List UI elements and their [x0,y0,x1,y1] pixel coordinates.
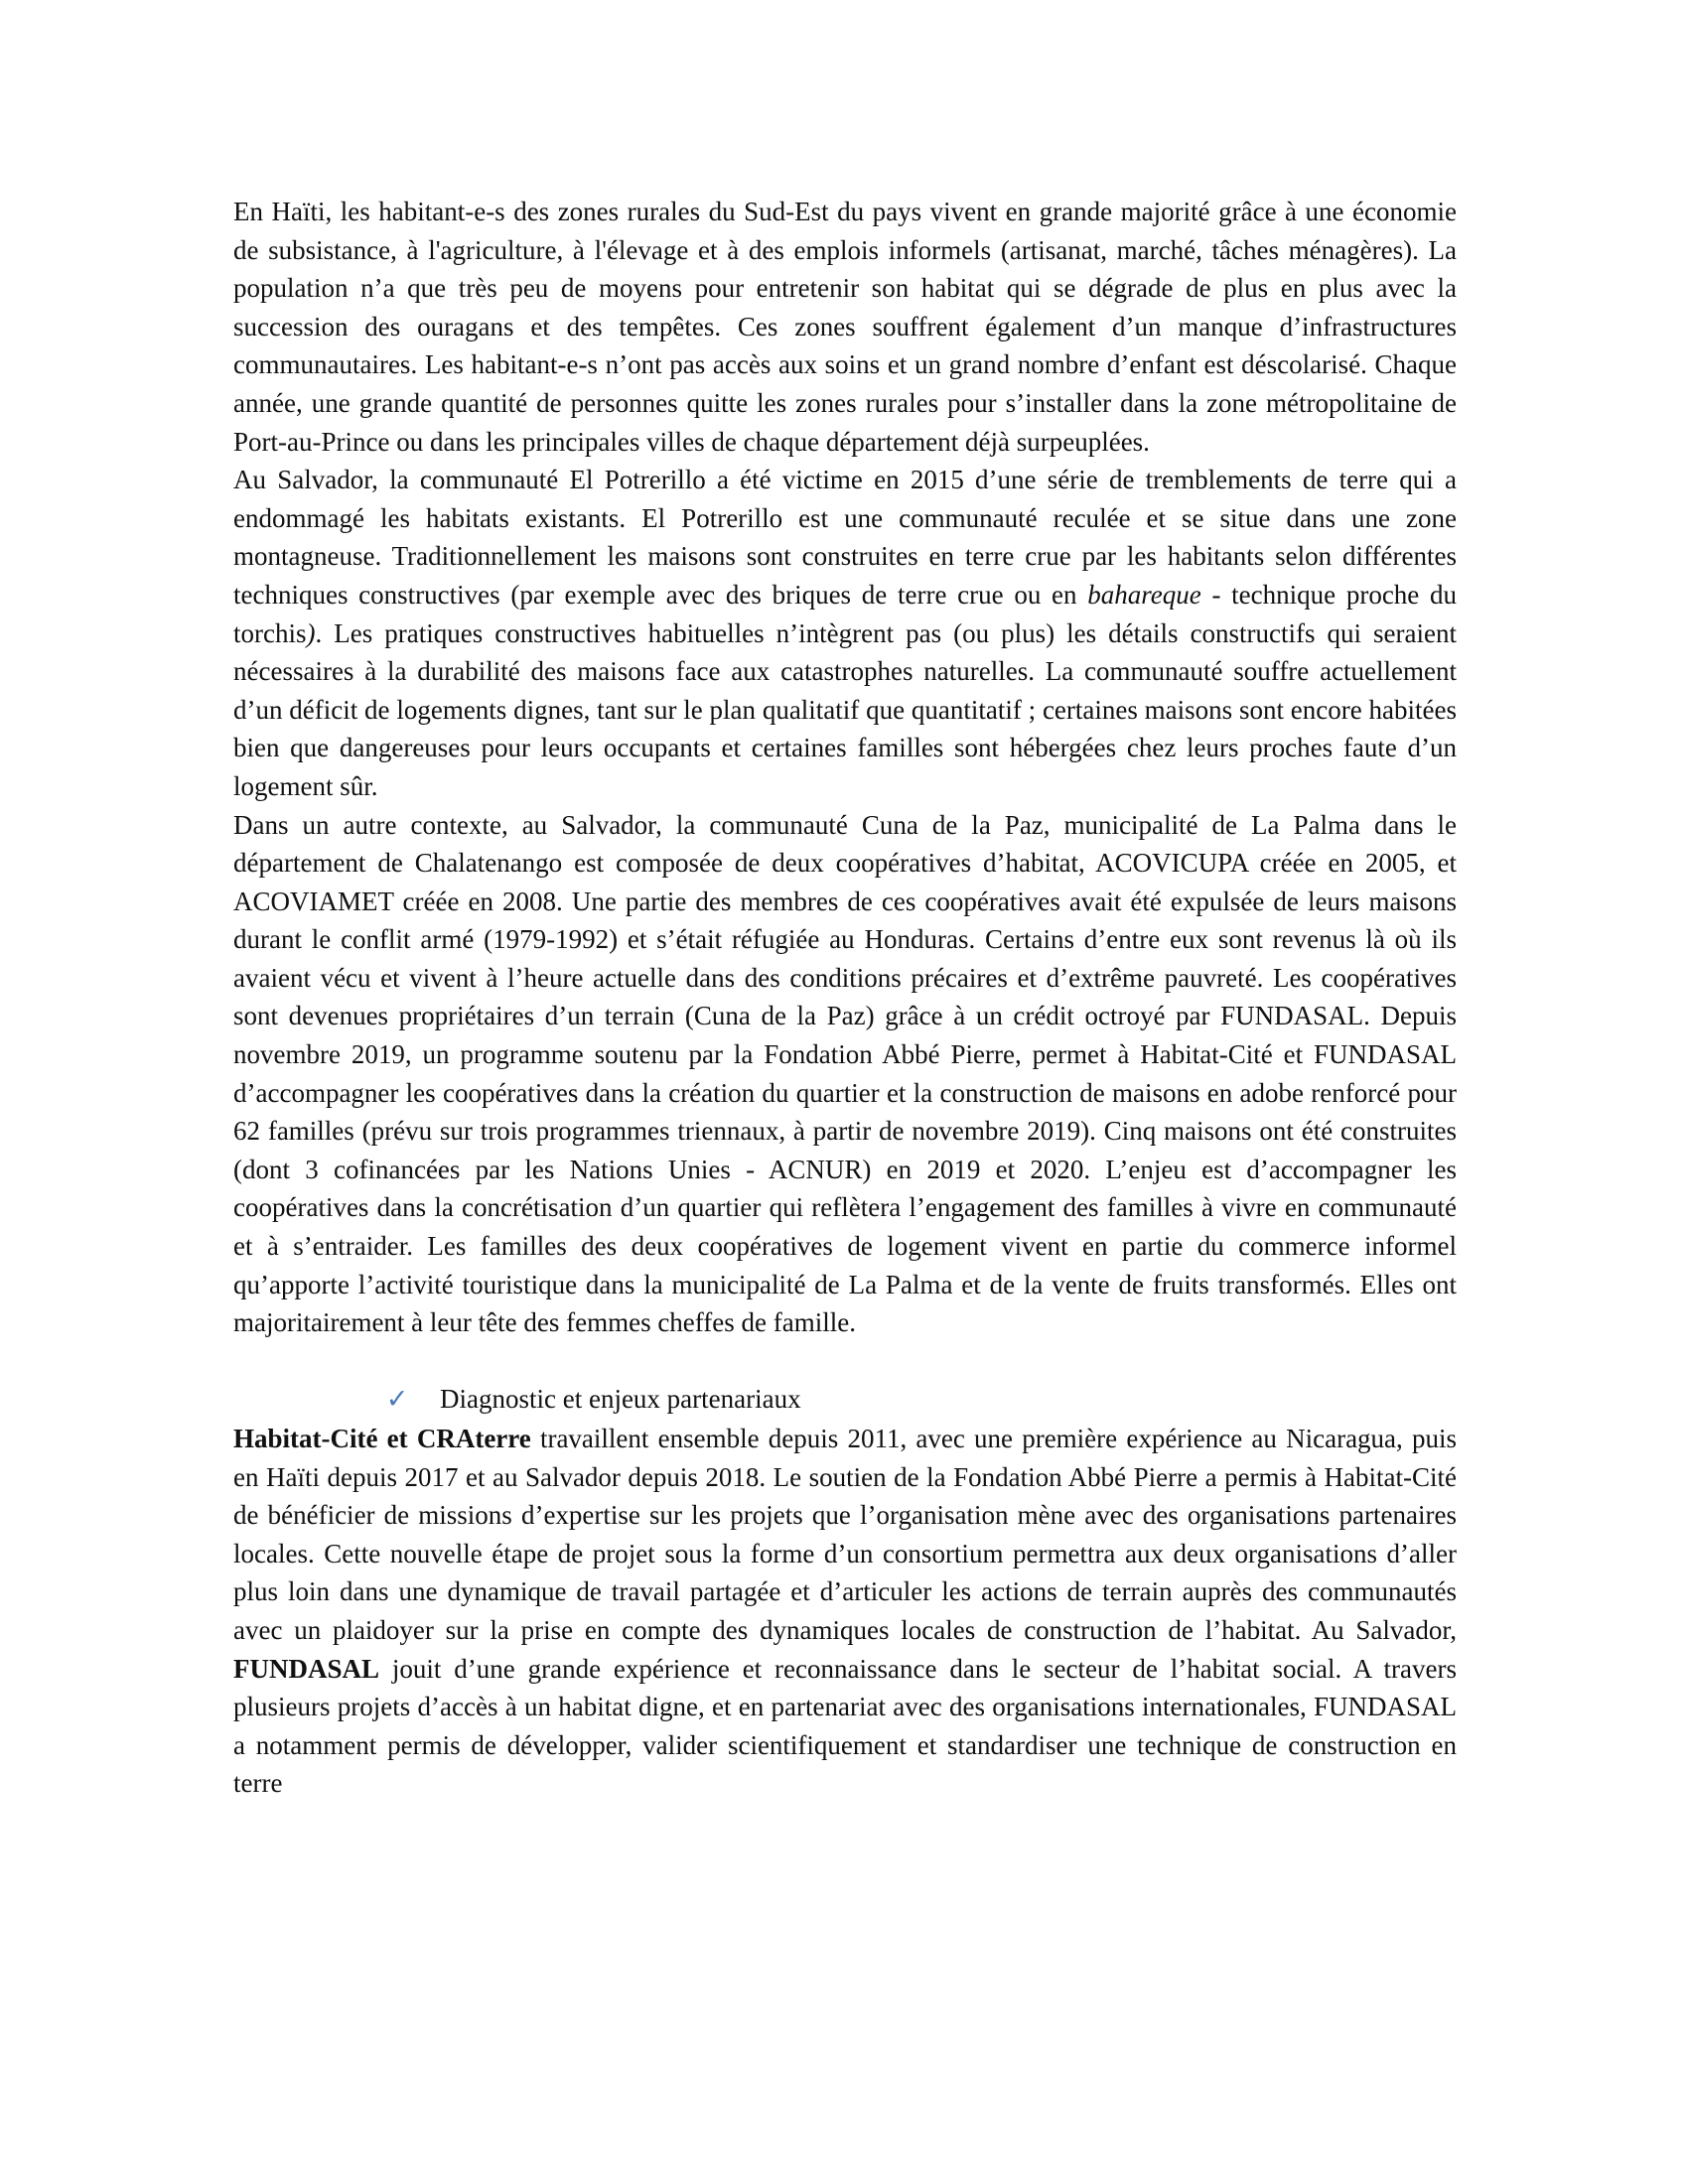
paragraph-el-potrerillo-text: - technique proche du torchis [233,579,1458,648]
paragraph-el-potrerillo-text: . Les pratiques constructives habituelles n’intègrent pas (ou plus) les détails constructifs qui seraient nécessaires à la durabilité des maisons face aux catastrophes naturelles. La communauté souffre actuellement d’un déficit de logements dignes, tant sur le plan qualitatif que quantitatif ; certaines maisons sont encore habitées bien que dangereuses pour leurs occupants et certaines familles sont hébergées chez leurs proches faute d’un logement sûr. [233,617,1457,801]
paragraph-haiti-text: En Haïti, les habitant-e-s des zones rurales du Sud-Est du pays vivent en grande majorité grâce à une économie de subsistance, à l'agriculture, à l'élevage et à des emplois informels (artisanat, marché, tâches ménagères). La population n’a que très peu de moyens pour entretenir son habitat qui se dégrade de plus en plus avec la succession des ouragans et des tempêtes. Ces zones souffrent également d’un manque d’infrastructures communautaires. Les habitant-e-s n’ont pas accès aux soins et un grand nombre d’enfant est déscolarisé. Chaque année, une grande quantité de personnes quitte les zones rurales pour s’installer dans la zone métropolitaine de Port-au-Prince ou dans les principales villes de chaque département déjà surpeuplées. [233,197,1457,457]
check-icon: ✓ [385,1384,409,1416]
partner-names-bold: Habitat-Cité et CRAterre [233,1424,531,1453]
paragraph-cuna-de-la-paz [233,806,1457,1342]
section-heading-text: Diagnostic et enjeux partenariaux [440,1384,801,1415]
section-heading [233,1380,1457,1420]
paragraph-partners-text: travaillent ensemble depuis 2011, avec une première expérience au Nicaragua, puis en Haïti depuis 2017 et au Salvador depuis 2018. Le soutien de la Fondation Abbé Pierre a permis à Habitat-Cité de bénéficier de missions d’expertise sur les projets que l’organisation mène avec des organisations partenaires locales. Cette nouvelle étape de projet sous la forme d’un consortium permettra aux deux organisations d’aller plus loin dans une dynamique de travail partagée et d’articuler les actions de terrain auprès des communautés avec un plaidoyer sur la prise en compte des dynamiques locales de construction de l’habitat. Au Salvador, [233,1424,1457,1645]
paragraph-el-potrerillo-paren: ) [306,617,316,648]
paragraph-el-potrerillo [233,461,1457,805]
bahareque-term: bahareque [1087,579,1201,610]
paragraph-el-potrerillo-text: Au Salvador, la communauté El Potrerillo a été victime en 2015 d’une série de tremblements de terre qui a endommagé les habitats existants. El Potrerillo est une communauté reculée et se situe dans une zone montagneuse. Traditionnellement les maisons sont construites en terre crue par les habitants selon différentes techniques constructives (par exemple avec des briques de terre crue ou en [233,465,1457,610]
paragraph-partners [233,1420,1457,1803]
paragraph-cuna-de-la-paz-text: Dans un autre contexte, au Salvador, la communauté Cuna de la Paz, municipalité de La Palma dans le département de Chalatenango est composée de deux coopératives d’habitat, ACOVICUPA créée en 2005, et ACOVIAMET créée en 2008. Une partie des membres de ces coopératives avait été expulsée de leurs maisons durant le conflit armé (1979-1992) et s’était réfugiée au Honduras. Certains d’entre eux sont revenus là où ils avaient vécu et vivent à l’heure actuelle dans des conditions précaires et d’extrême pauvreté. Les coopératives sont devenues propriétaires d’un terrain (Cuna de la Paz) grâce à un crédit octroyé par FUNDASAL. Depuis novembre 2019, un programme soutenu par la Fondation Abbé Pierre, permet à Habitat-Cité et FUNDASAL d’accompagner les coopératives dans la création du quartier et la construction de maisons en adobe renforcé pour 62 familles (prévu sur trois programmes triennaux, à partir de novembre 2019). Cinq maisons ont été construites (dont 3 cofinancées par les Nations Unies - ACNUR) en 2019 et 2020. L’enjeu est d’accompagner les coopératives dans la concrétisation d’un quartier qui reflètera l’engagement des familles à vivre en communauté et à s’entraider. Les familles des deux coopératives de logement vivent en partie du commerce informel qu’apporte l’activité touristique dans la municipalité de La Palma et de la vente de fruits transformés. Elles ont majoritairement à leur tête des femmes cheffes de famille. [233,809,1457,1338]
paragraph-haiti [233,193,1457,461]
blank-line [233,1342,1457,1381]
document-body [233,193,1457,1803]
fundasal-bold: FUNDASAL [233,1653,380,1684]
paragraph-partners-text: jouit d’une grande expérience et reconnaissance dans le secteur de l’habitat social. A travers plusieurs projets d’accès à un habitat digne, et en partenariat avec des organisations internationales, FUNDASAL a notamment permis de développer, valider scientifiquement et standardiser une technique de construction en terre [233,1653,1457,1799]
